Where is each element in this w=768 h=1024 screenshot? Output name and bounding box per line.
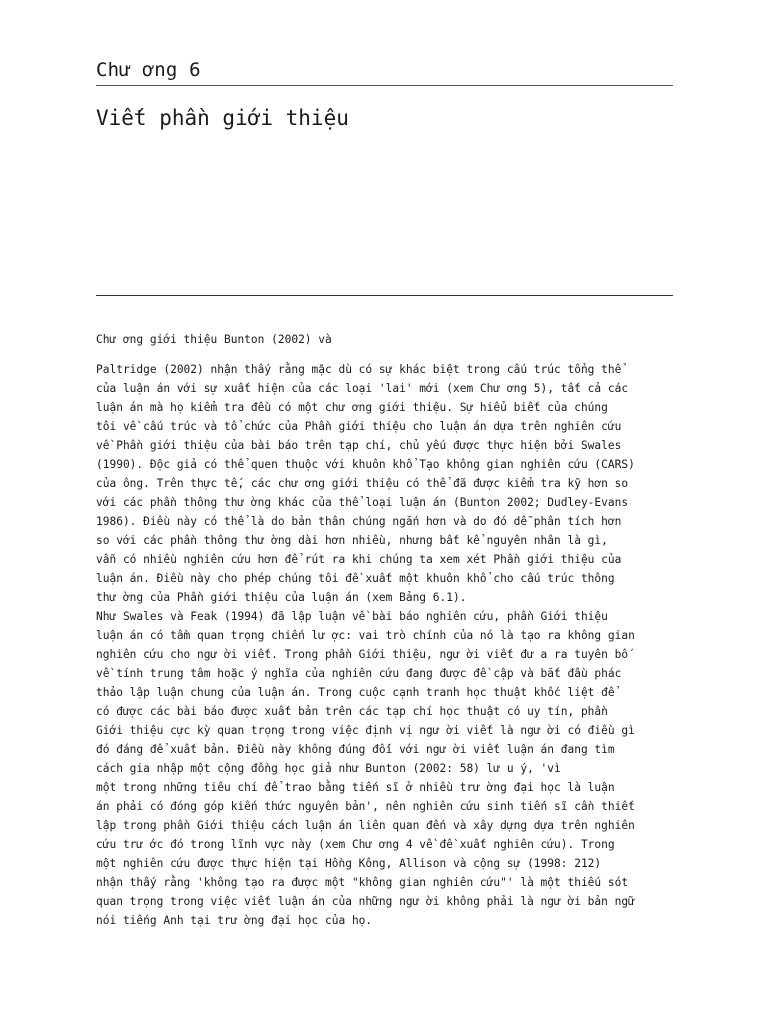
text-line: đó đáng để xuất bản. Điều này không đúng đối với ngư ời viết luận án đang tìm [96, 743, 615, 756]
text-line: Paltridge (2002) nhận thấy rằng mặc dù có sự khác biệt trong cấu trúc tổng thể [96, 363, 622, 376]
section-divider [96, 295, 673, 296]
text-line: của luận án với sự xuất hiện của các loại 'lai' mới (xem Chư ơng 5), tất cả các [96, 382, 629, 395]
text-line: nghiên cứu cho ngư ời viết. Trong phần Giới thiệu, ngư ời viết đư a ra tuyên bố [96, 648, 629, 661]
text-line: cách gia nhập một cộng đồng học giả như Bunton (2002: 58) lư u ý, 'vì [96, 762, 561, 775]
text-line: án phải có đóng góp kiến thức nguyên bản', nên nghiên cứu sinh tiến sĩ cần thiết [96, 800, 635, 813]
text-line: về tính trung tâm hoặc ý nghĩa của nghiên cứu đang được đề cập và bắt đầu phác [96, 667, 622, 680]
chapter-title: Viết phần giới thiệu [96, 106, 349, 130]
body-paragraphs [96, 360, 673, 930]
text-line: nói tiếng Anh tại trư ờng đại học của họ. [96, 914, 373, 927]
text-line: luận án có tầm quan trọng chiến lư ợc: vai trò chính của nó là tạo ra không gian [96, 629, 635, 642]
text-line: có được các bài báo được xuất bản trên các tạp chí học thuật có uy tín, phần [96, 705, 608, 718]
text-line: thảo lập luận chung của luận án. Trong cuộc cạnh tranh học thuật khốc liệt để [96, 686, 615, 699]
text-line: lập trong phần Giới thiệu cách luận án liên quan đến và xây dựng dựa trên nghiên [96, 819, 635, 832]
text-line: cứu trư ớc đó trong lĩnh vực này (xem Chư ơng 4 về đề xuất nghiên cứu). Trong [96, 838, 615, 851]
header-rule [96, 85, 673, 86]
text-line: quan trọng trong việc viết luận án của những ngư ời không phải là ngư ời bản ngữ [96, 895, 635, 908]
text-line: Giới thiệu cực kỳ quan trọng trong việc định vị ngư ời viết là ngư ời có điều gì [96, 724, 635, 737]
text-line: một nghiên cứu được thực hiện tại Hồng Kông, Allison và cộng sự (1998: 212) [96, 857, 602, 870]
text-line: với các phần thông thư ờng khác của thể loại luận án (Bunton 2002; Dudley-Evans [96, 496, 629, 509]
text-line: một trong những tiêu chí để trao bằng tiến sĩ ở nhiều trư ờng đại học là luận [96, 781, 615, 794]
chapter-label: Chư ơng 6 [96, 59, 201, 81]
text-line: luận án mà họ kiểm tra đều có một chư ơng giới thiệu. Sự hiểu biết của chúng [96, 401, 608, 414]
text-line: so với các phần thông thư ờng dài hơn nhiều, nhưng bất kể nguyên nhân là gì, [96, 534, 608, 547]
text-line: về Phần giới thiệu của bài báo trên tạp chí, chủ yếu được thực hiện bởi Swales [96, 439, 622, 452]
text-line: Như Swales và Feak (1994) đã lập luận về bài báo nghiên cứu, phần Giới thiệu [96, 610, 608, 623]
text-line: thư ờng của Phần giới thiệu của luận án (xem Bảng 6.1). [96, 591, 467, 604]
text-line: 1986). Điều này có thể là do bản thân chúng ngắn hơn và do đó dễ phân tích hơn [96, 515, 622, 528]
text-line: (1990). Độc giả có thể quen thuộc với khuôn khổ Tạo không gian nghiên cứu (CARS) [96, 458, 635, 471]
text-line: luận án. Điều này cho phép chúng tôi đề xuất một khuôn khổ cho cấu trúc thông [96, 572, 615, 585]
lead-line: Chư ơng giới thiệu Bunton (2002) và [96, 333, 332, 346]
text-line: của ông. Trên thực tế, các chư ơng giới thiệu có thể đã được kiểm tra kỹ hơn so [96, 477, 629, 490]
text-line: nhận thấy rằng 'không tạo ra được một "không gian nghiên cứu"' là một thiếu sót [96, 876, 629, 889]
text-line: vẫn có nhiều nghiên cứu hơn để rút ra khi chúng ta xem xét Phần giới thiệu của [96, 553, 622, 566]
document-page [96, 0, 673, 1024]
text-line: tôi về cấu trúc và tổ chức của Phần giới thiệu cho luận án dựa trên nghiên cứu [96, 420, 622, 433]
